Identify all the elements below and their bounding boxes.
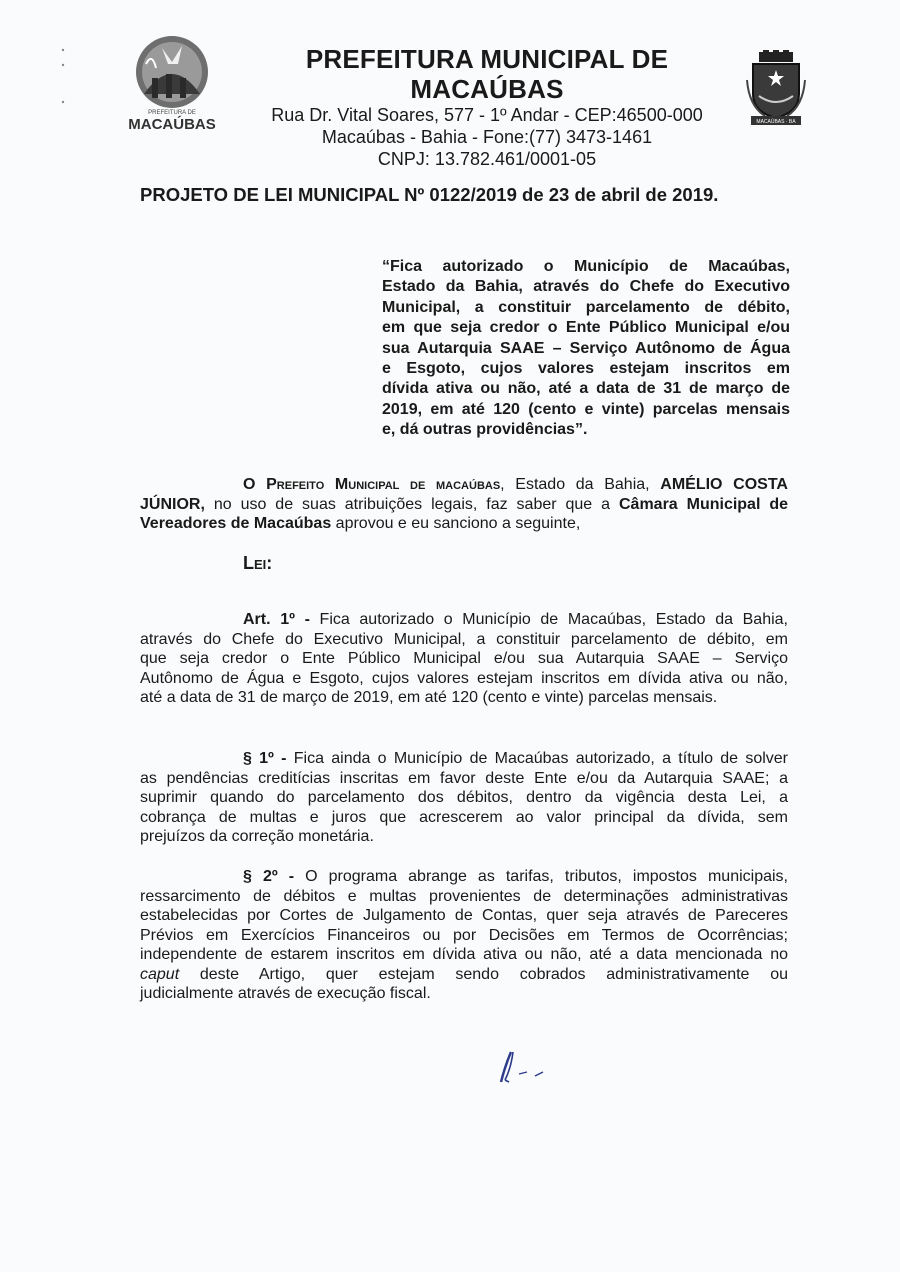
ementa-line: em que seja credor o Ente Público Municipal e/ou: [382, 319, 790, 337]
ementa: [382, 257, 790, 441]
logo-small-text: PREFEITURA DE: [148, 110, 196, 116]
caput-term: caput: [140, 965, 180, 983]
header-city-phone: Macaúbas - Bahia - Fone:(77) 3473-1461: [321, 127, 653, 147]
lei-label: Lei:: [243, 553, 273, 573]
ementa-line: e Esgoto, cujos valores estejam inscritos em: [382, 360, 790, 378]
margin-mark: [60, 92, 66, 98]
letterhead: [232, 44, 742, 170]
paragraph-2-label: § 2º -: [243, 868, 295, 885]
ementa-line: dívida ativa ou não, até a data de 31 de março de: [382, 380, 790, 398]
margin-mark: [60, 40, 66, 46]
header-address: Rua Dr. Vital Soares, 577 - 1º Andar - CEP:46500-000: [271, 105, 703, 125]
paragraph-1: § 1º - Fica ainda o Município de Macaúbas autorizado, a título de solver as pendências creditícias inscritas em favor deste Ente e/ou da Autarquia SAAE; a suprimir quando do parcelamento dos débitos, dentro da vigência desta Lei, a cobrança de multas e juros que acrescerem ao valor principal da dívida, sem prejuízos da correção monetária.: [140, 750, 788, 845]
header-cnpj: CNPJ: 13.782.461/0001-05: [377, 149, 597, 169]
initials-signature: [495, 1048, 555, 1088]
municipality-logo: [122, 34, 224, 136]
coat-of-arms-icon: [745, 50, 807, 128]
camara-name: Câmara Municipal de: [618, 495, 789, 513]
project-title: PROJETO DE LEI MUNICIPAL Nº 0122/2019 de 23 de abril de 2019.: [140, 184, 719, 205]
preamble: O Prefeito Municipal de macaúbas, Estado da Bahia, AMÉLIO COSTA JÚNIOR, no uso de suas atribuições legais, faz saber que a Câmara Municipal de Vereadores de Macaúbas aprovou e eu sanciono a seguinte,: [140, 476, 789, 532]
preamble-lead: O Prefeito Municipal de macaúbas: [243, 476, 501, 493]
header-title: PREFEITURA MUNICIPAL DE MACAÚBAS: [305, 44, 669, 104]
paragraph-1-label: § 1º -: [243, 750, 287, 767]
seal-band-text: MACAÚBAS · BA: [756, 119, 796, 125]
logo-name: MACAÚBAS: [128, 116, 216, 133]
mayor-name: AMÉLIO COSTA: [660, 476, 788, 493]
article-1-label: Art. 1º -: [243, 611, 310, 628]
ementa-line: 2019, em até 120 (cento e vinte) parcelas mensais: [382, 400, 790, 418]
ementa-line: Estado da Bahia, através do Chefe do Executivo: [382, 278, 790, 296]
ementa-line: Municipal, a constituir parcelamento de débito,: [382, 298, 790, 316]
paragraph-2: § 2º - O programa abrange as tarifas, tributos, impostos municipais, ressarcimento de débitos e multas provenientes de determinações administrativas estabelecidas por Cortes de Julgamento de Contas, quer seja através de Pareceres Prévios em Exercícios Financeiros ou por Decisões em Termos de Ocorrências; independente de estarem inscritos em dívida ativa ou não, até a data mencionada no caput deste Artigo, quer estejam sendo cobrados administrativamente ou judicialmente através de execução fiscal.: [140, 868, 789, 1002]
ementa-line: e, dá outras providências”.: [382, 421, 588, 439]
margin-mark: [60, 55, 66, 61]
article-1: Art. 1º - Fica autorizado o Município de Macaúbas, Estado da Bahia, através do Chefe do Executivo Municipal, a constituir parcelamento de débito, em que seja credor o Ente Público Municipal e/ou sua Autarquia SAAE – Serviço Autônomo de Água e Esgoto, cujos valores estejam inscritos em dívida ativa ou não, até a data de 31 de março de 2019, em até 120 (cento e vinte) parcelas mensais.: [140, 611, 788, 706]
ementa-line: “Fica autorizado o Município de Macaúbas,: [382, 258, 790, 275]
ementa-line: sua Autarquia SAAE – Serviço Autônomo de Água: [382, 339, 790, 357]
